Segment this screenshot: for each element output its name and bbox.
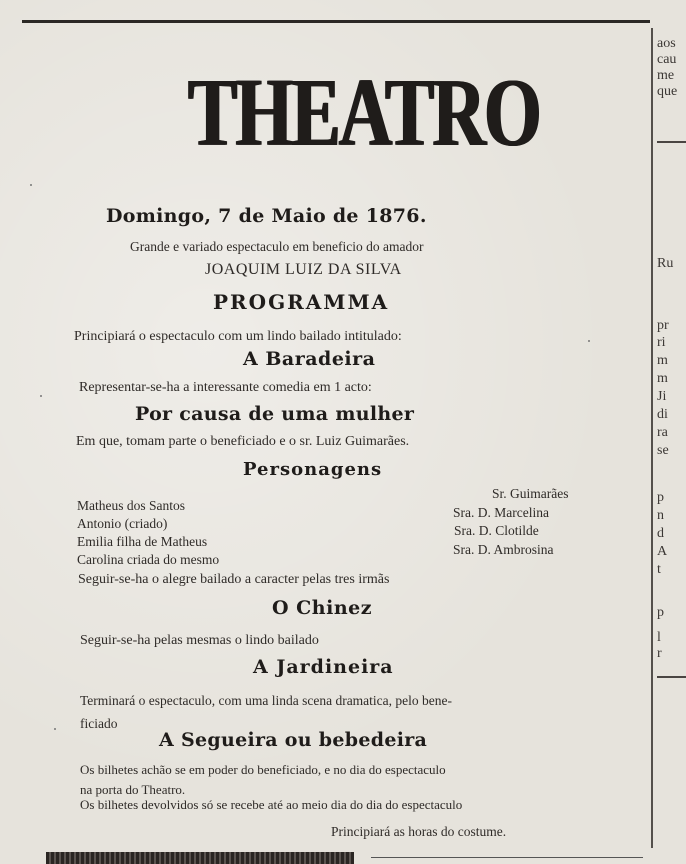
fragment: m: [657, 371, 668, 386]
fragment: ri: [657, 335, 666, 350]
fragment: Ru: [657, 256, 674, 271]
fragment: A: [657, 544, 668, 559]
fragment: d: [657, 526, 664, 541]
fragment: m: [657, 353, 668, 368]
fragment-rule: [657, 676, 686, 678]
fragment: n: [657, 508, 664, 523]
benefit-line: Grande e variado espectaculo em beneficio do amador: [130, 239, 424, 254]
character-role: Carolina criada do mesmo: [77, 552, 220, 567]
second-dance-title: O Chinez: [272, 597, 373, 619]
column-divider: [651, 28, 653, 848]
character-actor: Sr. Guimarães: [492, 486, 569, 501]
fragment: ra: [657, 425, 668, 440]
character-role: Emilia filha de Matheus: [77, 534, 208, 549]
third-dance-intro: Seguir-se-ha pelas mesmas o lindo bailado: [80, 633, 319, 648]
fragment: pr: [657, 318, 669, 333]
fragment: se: [657, 443, 669, 458]
character-actor: Sra. D. Marcelina: [453, 505, 549, 520]
programme-heading: PROGRAMMA: [213, 290, 390, 314]
comedy-intro-line: Representar-se-ha a interessante comedia em 1 acto:: [79, 380, 372, 395]
fragment: me: [657, 68, 675, 83]
fragment-rule: [657, 141, 686, 143]
closing-line-continuation: ficiado: [80, 716, 118, 731]
fragment: Ji: [657, 389, 667, 404]
first-dance-title: A Baradeira: [243, 348, 376, 370]
fragment: p: [657, 605, 664, 620]
tickets-line: na porta do Theatro.: [80, 782, 186, 797]
fragment: aos: [657, 36, 676, 51]
characters-heading: Personagens: [243, 459, 383, 480]
drama-title: A Segueira ou bebedeira: [159, 729, 428, 751]
character-role: Antonio (criado): [77, 516, 168, 531]
tickets-line: Os bilhetes achão se em poder do beneficiado, e no dia do espectaculo: [80, 762, 446, 777]
comedy-cast-line: Em que, tomam parte o beneficiado e o sr. Luiz Guimarães.: [76, 434, 410, 449]
adjacent-column: [657, 0, 686, 864]
beneficiary-name: JOAQUIM LUIZ DA SILVA: [205, 261, 402, 278]
masthead-title: THEATRO: [188, 57, 540, 167]
fragment: cau: [657, 52, 677, 67]
bottom-ornament-bar: [46, 852, 354, 864]
bottom-rule: [371, 857, 643, 858]
fragment: di: [657, 407, 668, 422]
fragment: que: [657, 84, 678, 99]
top-rule: [22, 20, 650, 23]
third-dance-title: A Jardineira: [253, 656, 394, 678]
fragment: l: [657, 630, 661, 645]
start-time-line: Principiará as horas do costume.: [331, 824, 507, 839]
comedy-title: Por causa de uma mulher: [135, 403, 415, 425]
fragment: p: [657, 490, 664, 505]
fragment: r: [657, 646, 662, 661]
date-line: Domingo, 7 de Maio de 1876.: [106, 205, 427, 227]
character-actor: Sra. D. Ambrosina: [453, 542, 554, 557]
character-actor: Sra. D. Clotilde: [454, 523, 539, 538]
tickets-line: Os bilhetes devolvidos só se recebe até ao meio dia do dia do espectaculo: [80, 797, 463, 812]
character-role: Matheus dos Santos: [77, 498, 185, 513]
opening-line: Principiará o espectaculo com um lindo bailado intitulado:: [74, 329, 402, 344]
second-dance-intro: Seguir-se-ha o alegre bailado a caracter pelas tres irmãs: [78, 572, 390, 587]
fragment: t: [657, 562, 661, 577]
closing-line: Terminará o espectaculo, com uma linda scena dramatica, pelo bene-: [80, 693, 453, 708]
